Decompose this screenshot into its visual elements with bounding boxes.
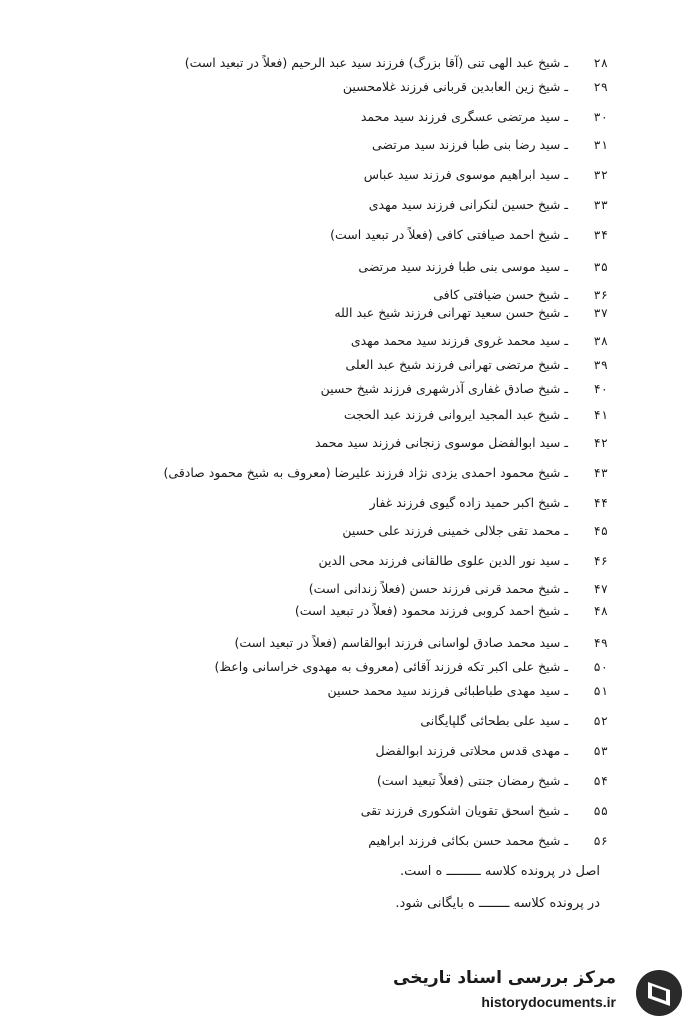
entry-number: ۴۰: [593, 382, 608, 396]
entry-text: سید مرتضی عسگری فرزند سید محمد: [360, 109, 561, 124]
entry-text: شیخ احمد صیافتی کافی (فعلاً در تبعید است): [330, 227, 561, 242]
entry-number: ۳۶: [593, 288, 608, 302]
entry-text: شیخ اسحق تقویان اشکوری فرزند تقی: [360, 803, 561, 818]
entry-number: ۴۷: [593, 582, 608, 596]
footer-line-original: اصل در پرونده کلاسه ـــــــــ ه است.: [400, 864, 600, 879]
entry-number: ۵۳: [593, 744, 608, 758]
entry-row: ۴۷ ـ شیخ محمد قرنی فرزند حسن (فعلاً زندانی است): [110, 578, 608, 600]
entry-row: ۴۳ ـ شیخ محمود احمدی یزدی نژاد فرزند علیرضا (معروف به شیخ محمود صادقی): [110, 462, 608, 484]
entry-row: ۲۹ ـ شیخ زین العابدین قربانی فرزند غلامحسین: [110, 76, 608, 98]
entry-number: ۵۰: [593, 660, 608, 674]
entry-text: شیخ عبد المجید ایروانی فرزند عبد الحجت: [343, 407, 561, 422]
entry-text: شیخ محمود احمدی یزدی نژاد فرزند علیرضا (معروف به شیخ محمود صادقی): [163, 465, 561, 480]
entry-text: سید ابراهیم موسوی فرزند سید عباس: [363, 167, 561, 182]
entry-row: ۵۰ ـ شیخ علی اکبر تکه فرزند آقائی (معروف به مهدوی خراسانی واعظ): [110, 656, 608, 678]
entry-text: شیخ عبد الهی تنی (آقا بزرگ) فرزند سید عبد الرحیم (فعلاً در تبعید است): [184, 55, 561, 70]
entry-number: ۵۲: [593, 714, 608, 728]
entry-text: سید محمد غروی فرزند سید محمد مهدی: [350, 333, 561, 348]
entry-row: ۳۱ ـ سید رضا بنی طبا فرزند سید مرتضی: [110, 134, 608, 156]
entry-text: شیخ محمد قرنی فرزند حسن (فعلاً زندانی است): [308, 581, 561, 596]
entry-number: ۴۳: [593, 466, 608, 480]
entry-row: ۳۳ ـ شیخ حسین لنکرانی فرزند سید مهدی: [110, 194, 608, 216]
entry-text: محمد تقی جلالی خمینی فرزند علی حسین: [342, 523, 561, 538]
entry-row: ۵۵ ـ شیخ اسحق تقویان اشکوری فرزند تقی: [110, 800, 608, 822]
entry-number: ۳۲: [593, 168, 608, 182]
entry-number: ۳۰: [593, 110, 608, 124]
entry-row: ۴۱ ـ شیخ عبد المجید ایروانی فرزند عبد الحجت: [110, 404, 608, 426]
entry-text: سید علی بطحائی گلپایگانی: [420, 713, 561, 728]
entry-text: شیخ حسین لنکرانی فرزند سید مهدی: [368, 197, 561, 212]
logo-url: historydocuments.ir: [481, 994, 616, 1010]
logo-mark-icon: [634, 968, 684, 1018]
entry-text: شیخ حسن سعید تهرانی فرزند شیخ عبد الله: [334, 305, 561, 320]
footer-line-archive: در پرونده کلاسه ــــــــ ه بایگانی شود.: [395, 896, 600, 911]
entry-number: ۴۴: [593, 496, 608, 510]
entry-text: شیخ احمد کروبی فرزند محمود (فعلاً در تبعید است): [294, 603, 561, 618]
entry-number: ۴۱: [593, 408, 608, 422]
entry-number: ۵۵: [593, 804, 608, 818]
entry-row: ۴۰ ـ شیخ صادق غفاری آذرشهری فرزند شیخ حسین: [110, 378, 608, 400]
entry-row: ۳۲ ـ سید ابراهیم موسوی فرزند سید عباس: [110, 164, 608, 186]
entry-row: ۴۸ ـ شیخ احمد کروبی فرزند محمود (فعلاً در تبعید است): [110, 600, 608, 622]
entry-number: ۴۵: [593, 524, 608, 538]
entry-row: ۵۳ ـ مهدی قدس محلاتی فرزند ابوالفضل: [110, 740, 608, 762]
entry-row: ۳۹ ـ شیخ مرتضی تهرانی فرزند شیخ عبد العلی: [110, 354, 608, 376]
logo-title: مرکز بررسی اسناد تاریخی: [393, 968, 616, 988]
entry-row: ۴۵ ـ محمد تقی جلالی خمینی فرزند علی حسین: [110, 520, 608, 542]
entry-text: شیخ علی اکبر تکه فرزند آقائی (معروف به مهدوی خراسانی واعظ): [214, 659, 561, 674]
entry-row: ۳۰ ـ سید مرتضی عسگری فرزند سید محمد: [110, 106, 608, 128]
entry-number: ۳۳: [593, 198, 608, 212]
entry-row: ۴۶ ـ سید نور الدین علوی طالقانی فرزند محی الدین: [110, 550, 608, 572]
entry-number: ۵۶: [593, 834, 608, 848]
entry-text: شیخ زین العابدین قربانی فرزند غلامحسین: [342, 79, 561, 94]
entry-number: ۲۸: [593, 56, 608, 70]
entry-row: ۳۶ ـ شیخ حسن ضیافتی کافی: [110, 284, 608, 306]
entry-number: ۴۸: [593, 604, 608, 618]
entry-text: سید ابوالفضل موسوی زنجانی فرزند سید محمد: [314, 435, 561, 450]
entry-number: ۳۹: [593, 358, 608, 372]
entry-number: ۵۴: [593, 774, 608, 788]
entry-number: ۳۴: [593, 228, 608, 242]
entry-row: ۵۱ ـ سید مهدی طباطبائی فرزند سید محمد حسین: [110, 680, 608, 702]
entry-number: ۳۷: [593, 306, 608, 320]
entry-row: ۴۹ ـ سید محمد صادق لواسانی فرزند ابوالقاسم (فعلاً در تبعید است): [110, 632, 608, 654]
entry-number: ۳۱: [593, 138, 608, 152]
entry-number: ۴۲: [593, 436, 608, 450]
entry-text: سید محمد صادق لواسانی فرزند ابوالقاسم (فعلاً در تبعید است): [234, 635, 561, 650]
entry-row: ۳۵ ـ سید موسی بنی طبا فرزند سید مرتضی: [110, 256, 608, 278]
entry-row: ۳۷ ـ شیخ حسن سعید تهرانی فرزند شیخ عبد الله: [110, 302, 608, 324]
entry-row: ۳۸ ـ سید محمد غروی فرزند سید محمد مهدی: [110, 330, 608, 352]
entry-number: ۳۵: [593, 260, 608, 274]
entry-number: ۲۹: [593, 80, 608, 94]
entry-text: شیخ حسن ضیافتی کافی: [433, 287, 561, 302]
entry-row: ۵۶ ـ شیخ محمد حسن بکائی فرزند ابراهیم: [110, 830, 608, 852]
entry-row: ۴۴ ـ شیخ اکبر حمید زاده گیوی فرزند غفار: [110, 492, 608, 514]
entry-text: شیخ مرتضی تهرانی فرزند شیخ عبد العلی: [345, 357, 561, 372]
entry-text: شیخ رمضان جنتی (فعلاً تبعید است): [376, 773, 561, 788]
entry-text: سید رضا بنی طبا فرزند سید مرتضی: [371, 137, 561, 152]
entry-row: ۵۲ ـ سید علی بطحائی گلپایگانی: [110, 710, 608, 732]
entry-text: شیخ صادق غفاری آذرشهری فرزند شیخ حسین: [320, 381, 561, 396]
entry-number: ۴۶: [593, 554, 608, 568]
entry-text: شیخ اکبر حمید زاده گیوی فرزند غفار: [369, 495, 561, 510]
entry-row: ۴۲ ـ سید ابوالفضل موسوی زنجانی فرزند سید محمد: [110, 432, 608, 454]
entry-row: ۵۴ ـ شیخ رمضان جنتی (فعلاً تبعید است): [110, 770, 608, 792]
entry-number: ۴۹: [593, 636, 608, 650]
entry-row: ۳۴ ـ شیخ احمد صیافتی کافی (فعلاً در تبعید است): [110, 224, 608, 246]
entry-text: سید موسی بنی طبا فرزند سید مرتضی: [358, 259, 561, 274]
entry-number: ۵۱: [593, 684, 608, 698]
entry-text: سید مهدی طباطبائی فرزند سید محمد حسین: [327, 683, 561, 698]
entry-number: ۳۸: [593, 334, 608, 348]
entry-text: شیخ محمد حسن بکائی فرزند ابراهیم: [368, 833, 561, 848]
entry-text: مهدی قدس محلاتی فرزند ابوالفضل: [375, 743, 561, 758]
entry-text: سید نور الدین علوی طالقانی فرزند محی الدین: [318, 553, 561, 568]
entry-row: ۲۸ ـ شیخ عبد الهی تنی (آقا بزرگ) فرزند سید عبد الرحیم (فعلاً در تبعید است): [110, 52, 608, 74]
archive-logo: [368, 966, 688, 1018]
